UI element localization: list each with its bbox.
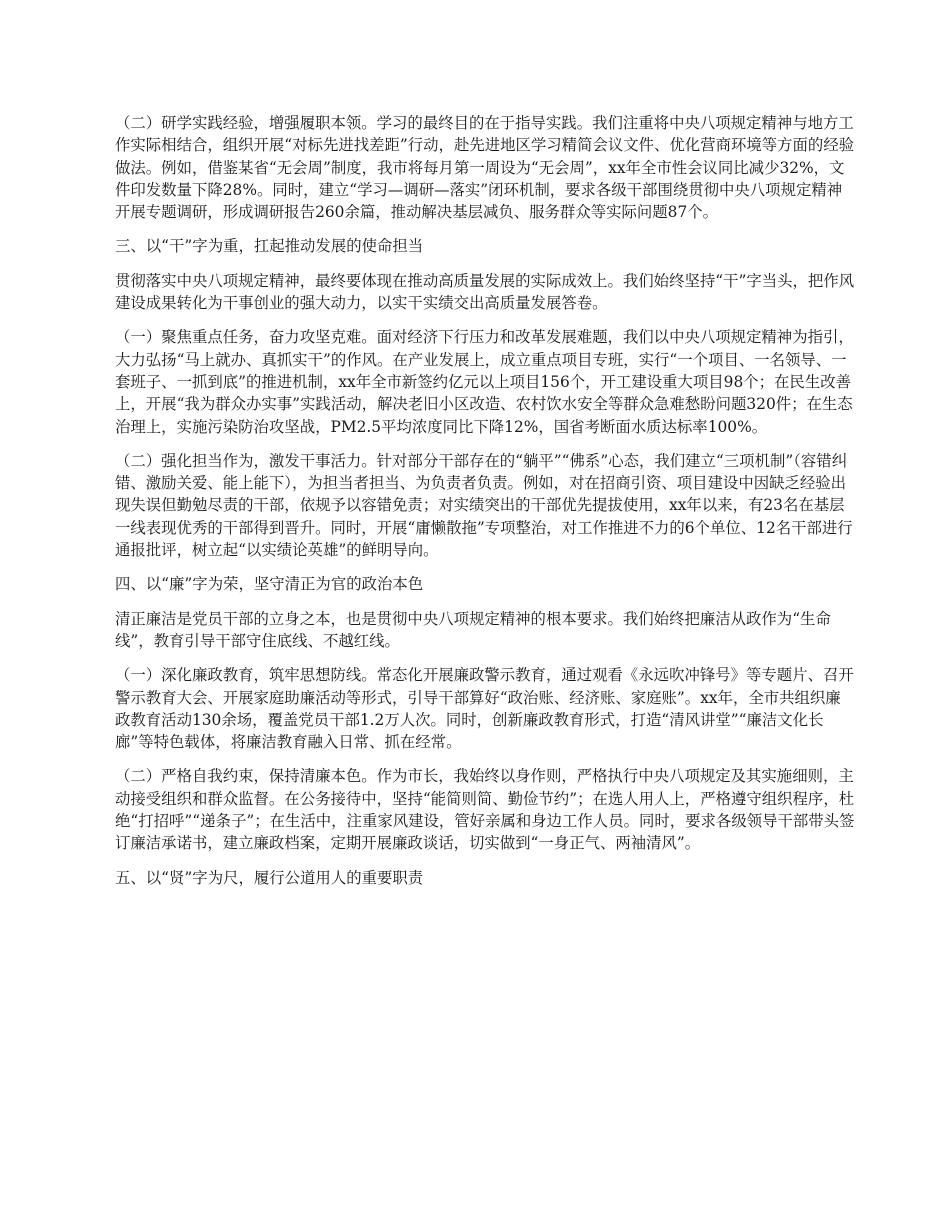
- paragraph-section-3-intro: 贯彻落实中央八项规定精神，最终要体现在推动高质量发展的实际成效上。我们始终坚持“干”字当头，把作风建设成果转化为干事创业的强大动力，以实干实绩交出高质量发展答卷。: [115, 271, 855, 313]
- section-heading-5: 五、以“贤”字为尺，履行公道用人的重要职责: [115, 868, 424, 887]
- paragraph-research-practice: （二）研学实践经验，增强履职本领。学习的最终目的在于指导实践。我们注重将中央八项规定精神与地方工作实际相结合，组织开展“对标先进找差距”行动，赴先进地区学习精简会议文件、优化营商环境等方面的经验做法。例如，借鉴某省“无会周”制度，我市将每月第一周设为“无会周”，xx年全市性会议同比减少32%，文件印发数量下降28%。同时，建立“学习—调研—落实”闭环机制，要求各级干部围绕贯彻中央八项规定精神开展专题调研，形成调研报告260余篇，推动解决基层减负、服务群众等实际问题87个。: [115, 114, 855, 222]
- document-page: [115, 112, 855, 901]
- paragraph-self-discipline: （二）严格自我约束，保持清廉本色。作为市长，我始终以身作则，严格执行中央八项规定及其实施细则，主动接受组织和群众监督。在公务接待中，坚持“能简则简、勤俭节约”；在选人用人上，严格遵守组织程序，杜绝“打招呼”“递条子”；在生活中，注重家风建设，管好亲属和身边工作人员。同时，要求各级领导干部带头签订廉洁承诺书，建立廉政档案，定期开展廉政谈话，切实做到“一身正气、两袖清风”。: [115, 767, 855, 853]
- paragraph-focus-key-tasks: （一）聚焦重点任务，奋力攻坚克难。面对经济下行压力和改革发展难题，我们以中央八项规定精神为指引，大力弘扬“马上就办、真抓实干”的作风。在产业发展上，成立重点项目专班，实行“一个项目、一名领导、一套班子、一抓到底”的推进机制，xx年全市新签约亿元以上项目156个，开工建设重大项目98个；在民生改善上，开展“我为群众办实事”实践活动，解决老旧小区改造、农村饮水安全等群众急难愁盼问题320件；在生态治理上，实施污染防治攻坚战，PM2.5平均浓度同比下降12%，国省考断面水质达标率100%。: [115, 328, 854, 436]
- paragraph-integrity-education: （一）深化廉政教育，筑牢思想防线。常态化开展廉政警示教育，通过观看《永远吹冲锋号》等专题片、召开警示教育大会、开展家庭助廉活动等形式，引导干部算好“政治账、经济账、家庭账”。xx年，全市共组织廉政教育活动130余场，覆盖党员干部1.2万人次。同时，创新廉政教育形式，打造“清风讲堂”“廉洁文化长廊”等特色载体，将廉洁教育融入日常、抓在经常。: [115, 666, 854, 752]
- paragraph-section-4-intro: 清正廉洁是党员干部的立身之本，也是贯彻中央八项规定精神的根本要求。我们始终把廉洁从政作为“生命线”，教育引导干部守住底线、不越红线。: [115, 609, 831, 650]
- section-heading-3: 三、以“干”字为重，扛起推动发展的使命担当: [115, 237, 424, 256]
- paragraph-strengthen-responsibility: （二）强化担当作为，激发干事活力。针对部分干部存在的“躺平”“佛系”心态，我们建立“三项机制”（容错纠错、激励关爱、能上能下），为担当者担当、为负责者负责。例如，对在招商引资、项目建设中因缺乏经验出现失误但勤勉尽责的干部，依规予以容错免责；对实绩突出的干部优先提拔使用，xx年以来，有23名在基层一线表现优秀的干部得到晋升。同时，开展“庸懒散拖”专项整治，对工作推进不力的6个单位、12名干部进行通报批评，树立起“以实绩论英雄”的鲜明导向。: [115, 451, 853, 560]
- section-heading-4: 四、以“廉”字为荣，坚守清正为官的政治本色: [115, 575, 424, 594]
